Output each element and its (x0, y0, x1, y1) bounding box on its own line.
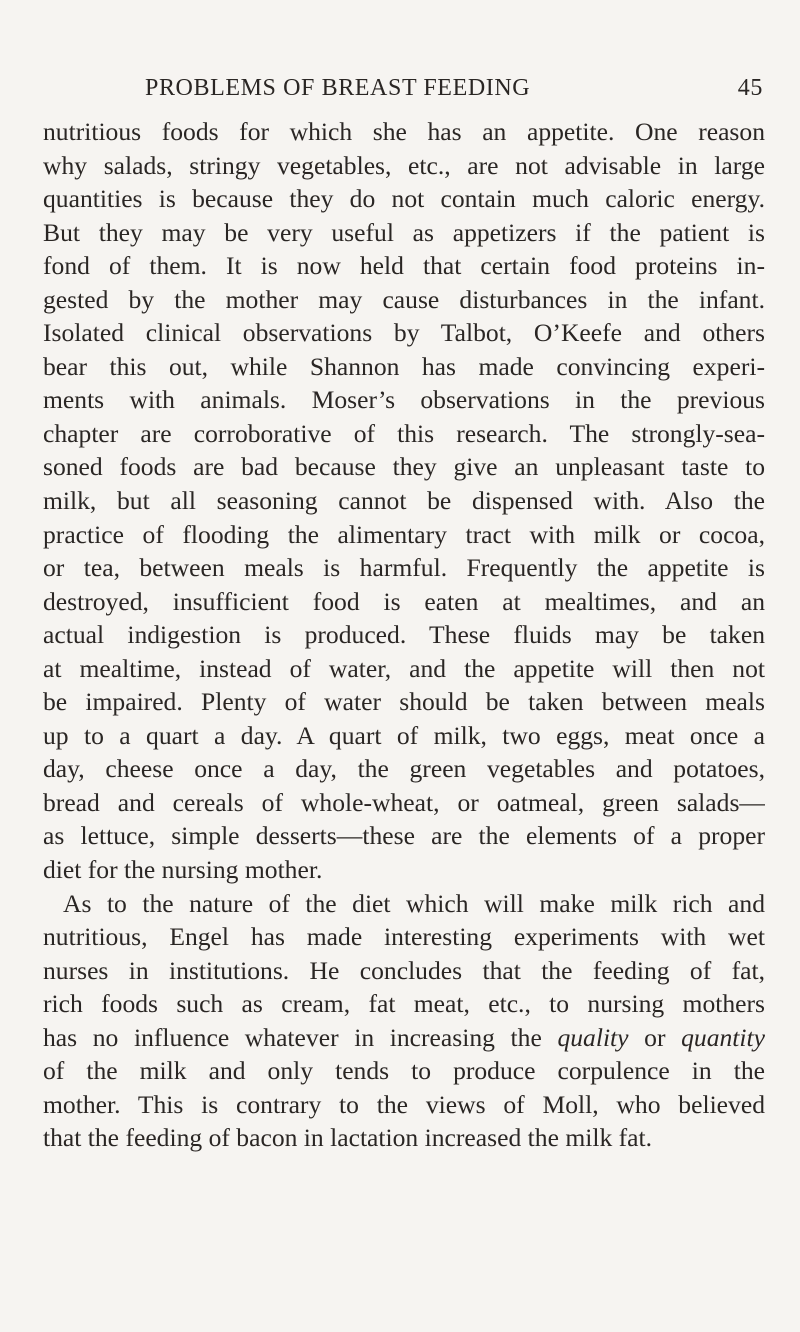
line-text: chapter are corroborative of this research. The strongly-sea- (43, 418, 765, 448)
line-text: practice of flooding the alimentary tract with milk or cocoa, (43, 519, 765, 549)
text-line (43, 752, 765, 786)
text-line (43, 450, 765, 484)
line-text: why salads, stringy vegetables, etc., are not advisable in large (43, 150, 765, 180)
line-text: nurses in institutions. He concludes that the feeding of fat, (43, 955, 765, 985)
text-line (43, 685, 765, 719)
text-line (43, 786, 765, 820)
line-text: Isolated clinical observations by Talbot, O’Keefe and others (43, 318, 765, 348)
text-line (43, 719, 765, 753)
text-line (43, 417, 765, 451)
text-line (43, 954, 765, 988)
text-line (43, 585, 765, 619)
text-line (43, 618, 765, 652)
text-line (43, 484, 765, 518)
line-text: or (628, 1022, 682, 1052)
text-line (43, 283, 765, 317)
line-text: fond of them. It is now held that certain food proteins in- (43, 251, 765, 281)
line-text: nutritious foods for which she has an appetite. One reason (43, 117, 765, 146)
text-line (43, 115, 765, 149)
line-text: be impaired. Plenty of water should be taken between meals (43, 687, 765, 717)
line-text: ments with animals. Moser’s observations in the previous (43, 385, 765, 415)
line-text: as lettuce, simple desserts—these are the elements of a proper (43, 821, 765, 851)
text-line (43, 316, 765, 350)
body-text (43, 115, 765, 1155)
text-line (43, 1054, 765, 1088)
line-text: of the milk and only tends to produce corpulence in the (43, 1056, 765, 1086)
text-line (43, 249, 765, 283)
running-title: PROBLEMS OF BREAST FEEDING (145, 75, 531, 101)
text-line (43, 1121, 765, 1155)
line-text: that the feeding of bacon in lactation increased the milk fat. (43, 1123, 653, 1153)
line-text: mother. This is contrary to the views of Moll, who believed (43, 1089, 765, 1119)
line-text: diet for the nursing mother. (43, 855, 323, 885)
text-line (43, 216, 765, 250)
text-line (43, 652, 765, 686)
italic-word: quality (557, 1022, 629, 1052)
running-head (125, 70, 765, 106)
text-line (43, 1021, 765, 1055)
line-text: bear this out, while Shannon has made convincing experi- (43, 351, 765, 381)
line-text: destroyed, insufficient food is eaten at mealtimes, and an (43, 586, 765, 616)
line-text: has no influence whatever in increasing the (43, 1022, 558, 1052)
line-text: soned foods are bad because they give an unpleasant taste to (43, 452, 765, 482)
text-line (43, 383, 765, 417)
line-text: milk, but all seasoning cannot be dispensed with. Also the (43, 486, 765, 516)
line-text: gested by the mother may cause disturbances in the infant. (43, 284, 765, 314)
line-text: quantities is because they do not contain much caloric energy. (43, 184, 765, 214)
text-line (43, 1088, 765, 1122)
line-text: day, cheese once a day, the green vegetables and potatoes, (43, 754, 765, 784)
line-text: nutritious, Engel has made interesting experiments with wet (43, 922, 765, 952)
text-line (43, 920, 765, 954)
text-line (43, 819, 765, 853)
text-line (43, 887, 765, 921)
line-text: at mealtime, instead of water, and the appetite will then not (43, 653, 765, 683)
text-line (43, 853, 765, 887)
page-number: 45 (737, 75, 763, 101)
text-line (43, 551, 765, 585)
line-text: rich foods such as cream, fat meat, etc., to nursing mothers (43, 989, 765, 1019)
text-line (43, 149, 765, 183)
line-text: bread and cereals of whole-wheat, or oatmeal, green salads— (43, 787, 765, 817)
text-line (43, 182, 765, 216)
line-text: actual indigestion is produced. These fluids may be taken (43, 620, 765, 650)
italic-word: quantity (681, 1022, 765, 1052)
line-text: But they may be very useful as appetizers if the patient is (43, 217, 765, 247)
line-text: or tea, between meals is harmful. Frequently the appetite is (43, 553, 765, 583)
text-line (43, 987, 765, 1021)
line-text: up to a quart a day. A quart of milk, two eggs, meat once a (43, 720, 765, 750)
text-line (43, 518, 765, 552)
line-text: As to the nature of the diet which will make milk rich and (63, 888, 765, 918)
text-line (43, 350, 765, 384)
